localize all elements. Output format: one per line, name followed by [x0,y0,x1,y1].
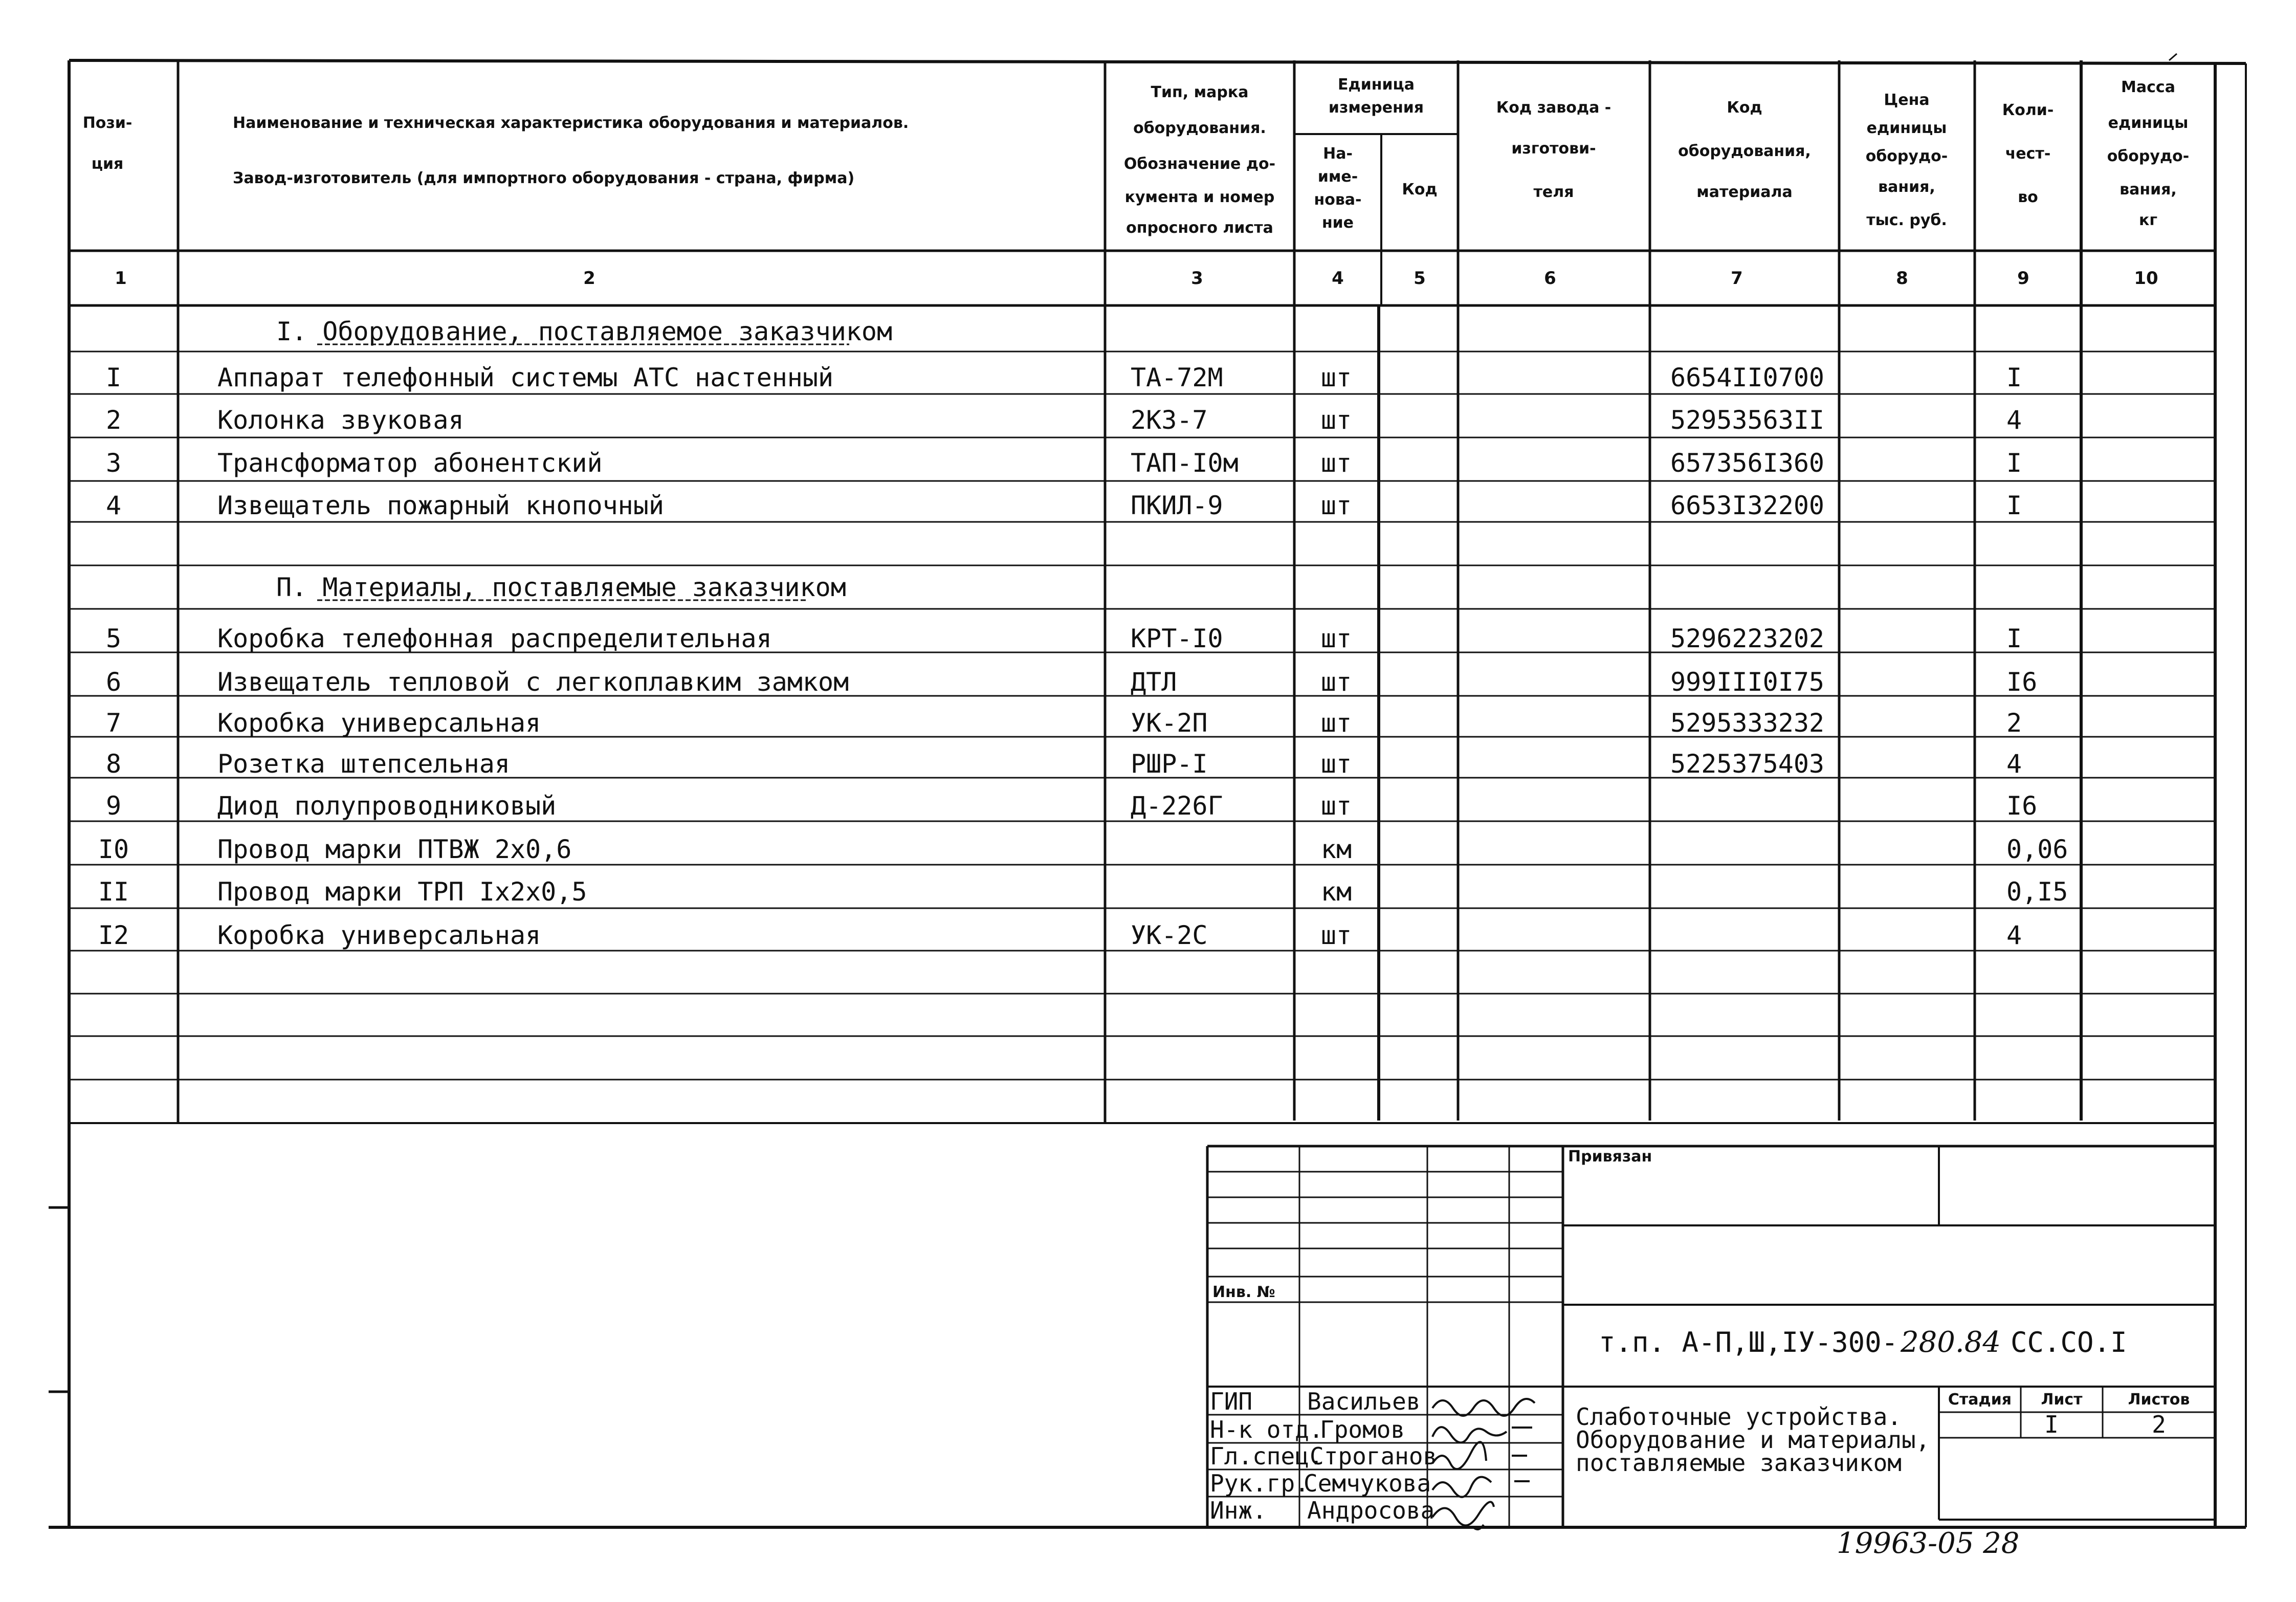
cell-quantity: 4 [2006,405,2022,435]
staff-role: Н-к отд. [1210,1416,1323,1443]
cell-type: ТАП-I0м [1131,448,1239,478]
cell-type: Д-226Г [1131,791,1223,821]
sheet-code: СС.СО.I [2011,1326,2127,1358]
sheets-total: 2 [2152,1411,2166,1438]
cell-quantity: 0,06 [2006,835,2068,864]
cell-name: Провод марки ПТВЖ 2х0,6 [217,835,572,864]
header-name-line1: Наименование и техническая характеристика оборудования и материалов. [233,114,909,132]
cell-position: 4 [105,491,122,520]
header-unit-name-line1: На- [1323,145,1353,163]
cell-name: Извещатель тепловой с легкоплавким замком [217,667,849,697]
column-number: 4 [1332,268,1344,289]
header-factory-line2: изготови- [1511,140,1596,158]
cell-position: 5 [105,624,122,653]
cell-equipment-code: 52953563II [1670,405,1825,435]
header-type-line3: Обозначение до- [1123,155,1276,173]
cell-type: 2КЗ-7 [1131,405,1208,435]
title-line: поставляемые заказчиком [1576,1449,1902,1477]
privyazan-label: Привязан [1568,1148,1652,1166]
header-unit-line2: измерения [1328,99,1424,117]
cell-equipment-code: 657356I360 [1670,448,1825,478]
column-number: 8 [1896,268,1908,289]
header-mass-line4: вания, [2120,181,2177,199]
header-unit-name-line4: ние [1321,214,1354,232]
header-price-line5: тыс. руб. [1866,211,1947,229]
cell-unit: шт [1320,624,1352,653]
cell-quantity: I6 [2006,791,2038,821]
cell-position: 8 [105,749,122,779]
header-factory-line3: теля [1533,183,1574,201]
cell-position: 7 [105,708,122,738]
cell-unit: шт [1320,791,1352,821]
section-title-materials: П. Материалы, поставляемые заказчиком [276,573,846,602]
cell-equipment-code: 5295333232 [1670,708,1825,738]
cell-position: 2 [105,405,122,435]
header-position-line2: ция [91,155,124,173]
header-factory-line1: Код завода - [1496,99,1611,117]
cell-equipment-code: 5225375403 [1670,749,1825,779]
staff-role: Гл.спец. [1210,1442,1323,1470]
cell-type: ДТЛ [1131,667,1177,697]
cell-quantity: 2 [2006,708,2022,738]
header-price-line3: оборудо- [1865,147,1948,165]
cell-name: Розетка штепсельная [217,749,510,779]
column-number: 6 [1544,268,1556,289]
cell-type: ПКИЛ-9 [1131,491,1223,520]
header-qty-line3: во [2018,188,2038,206]
cell-name: Диод полупроводниковый [217,791,557,821]
column-number: 3 [1191,268,1203,289]
cell-name: Колонка звуковая [217,405,464,435]
staff-name: Андросова [1307,1497,1435,1524]
cell-equipment-code: 5296223202 [1670,624,1825,653]
header-qty-line2: чест- [2005,145,2051,163]
column-number: 7 [1731,268,1743,289]
stage-label: Стадия [1948,1391,2012,1409]
header-qty-line1: Коли- [2002,101,2054,119]
sheet-number: I [2044,1411,2059,1438]
cell-quantity: 4 [2006,749,2022,779]
cell-quantity: I [2006,624,2022,653]
cell-unit: шт [1320,708,1352,738]
title-line: Оборудование и материалы, [1576,1426,1930,1454]
header-type-line5: опросного листа [1126,219,1273,237]
staff-role: ГИП [1210,1388,1253,1415]
column-number: 1 [115,268,127,289]
cell-position: 6 [105,667,122,697]
cell-position: II [98,877,129,907]
cell-type: УК-2С [1131,920,1208,950]
cell-equipment-code: 999III0I75 [1670,667,1825,697]
header-unit-line1: Единица [1338,76,1415,94]
staff-name: Строганов [1310,1442,1438,1470]
column-number: 9 [2017,268,2029,289]
cell-type: РШР-I [1131,749,1208,779]
cell-name: Трансформатор абонентский [217,448,603,478]
header-equipcode-line2: оборудования, [1678,142,1811,160]
cell-unit: шт [1320,363,1352,392]
header-type-line2: оборудования. [1133,119,1266,137]
header-equipcode-line1: Код [1727,99,1762,117]
cell-unit: шт [1320,448,1352,478]
column-number: 5 [1414,268,1426,289]
cell-type: КРТ-I0 [1131,624,1223,653]
document-code-handwritten: 280.84 [1901,1326,2001,1359]
cell-quantity: 0,I5 [2006,877,2068,907]
cell-unit: км [1320,835,1352,864]
cell-unit: шт [1320,667,1352,697]
header-mass-line5: кг [2138,211,2158,229]
header-mass-line1: Масса [2121,78,2175,96]
header-unit-code: Код [1402,181,1438,199]
inventory-number-label: Инв. № [1212,1283,1275,1301]
header-equipcode-line3: материала [1696,183,1793,201]
cell-name: Коробка универсальная [217,708,541,738]
cell-name: Коробка универсальная [217,920,541,950]
archive-number: 19963-05 28 [1837,1527,2020,1560]
cell-equipment-code: 6653I32200 [1670,491,1825,520]
cell-quantity: I6 [2006,667,2038,697]
header-unit-name-line3: нова- [1314,191,1362,209]
cell-position: I [105,363,122,392]
cell-quantity: 4 [2006,920,2022,950]
cell-equipment-code: 6654II0700 [1670,363,1825,392]
cell-unit: шт [1320,491,1352,520]
staff-name: Семчукова [1304,1469,1431,1497]
header-price-line2: единицы [1866,119,1947,137]
staff-name: Громов [1320,1416,1405,1443]
cell-unit: шт [1320,405,1352,435]
title-line: Слаботочные устройства. [1576,1403,1902,1431]
cell-quantity: I [2006,491,2022,520]
cell-unit: шт [1320,749,1352,779]
cell-unit: шт [1320,920,1352,950]
cell-quantity: I [2006,448,2022,478]
sheet-label: Лист [2041,1391,2083,1409]
header-position-line1: Пози- [82,114,133,132]
header-type-line4: кумента и номер [1124,188,1275,206]
header-price-line1: Цена [1884,91,1930,109]
header-name-line2: Завод-изготовитель (для импортного оборудования - страна, фирма) [233,169,855,187]
cell-type: ТА-72М [1131,363,1223,392]
sheets-total-label: Листов [2128,1391,2190,1409]
cell-name: Извещатель пожарный кнопочный [217,491,664,520]
staff-name: Васильев [1307,1388,1421,1415]
cell-position: 3 [105,448,122,478]
cell-name: Провод марки ТРП Iх2х0,5 [217,877,587,907]
document-code: т.п. А-П,Ш,IУ-300- [1599,1326,1898,1358]
column-number: 2 [583,268,595,289]
cell-unit: км [1320,877,1352,907]
staff-role: Рук.гр. [1210,1469,1309,1497]
header-price-line4: вания, [1878,178,1935,196]
cell-name: Коробка телефонная распределительная [217,624,772,653]
cell-position: I0 [98,835,129,864]
header-unit-name-line2: име- [1317,168,1358,186]
header-type-line1: Тип, марка [1151,83,1249,101]
cell-position: I2 [98,920,129,950]
column-number: 10 [2134,268,2158,289]
header-mass-line3: оборудо- [2107,147,2190,165]
cell-position: 9 [105,791,122,821]
header-mass-line2: единицы [2108,114,2189,132]
section-title-equipment: I. Оборудование, поставляемое заказчиком [276,317,893,346]
staff-role: Инж. [1210,1497,1267,1524]
cell-quantity: I [2006,363,2022,392]
cell-type: УК-2П [1131,708,1208,738]
cell-name: Аппарат телефонный системы АТС настенный [217,363,834,392]
